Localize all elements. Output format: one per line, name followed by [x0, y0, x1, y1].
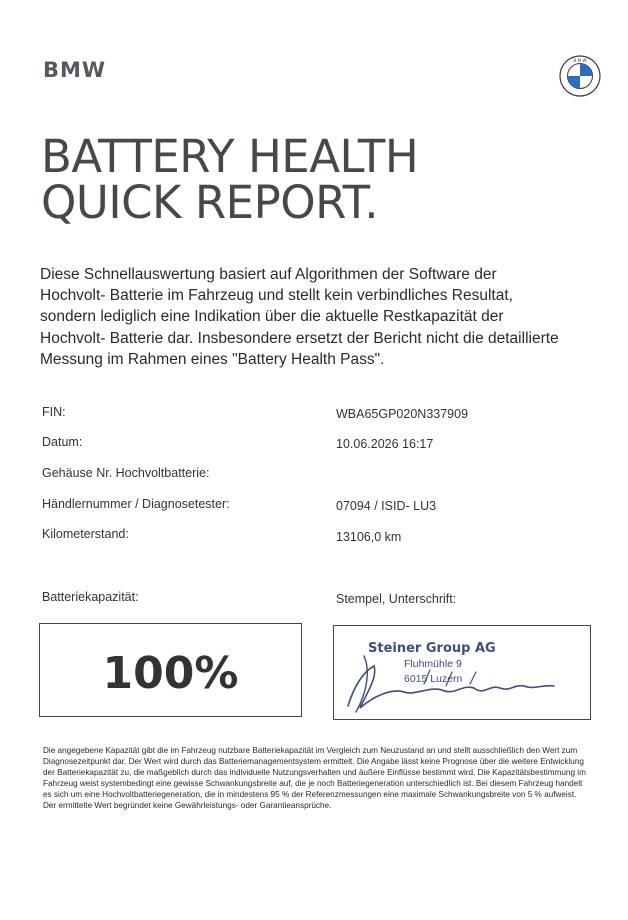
bmw-roundel-icon	[559, 55, 601, 97]
intro-paragraph: Diese Schnellauswertung basiert auf Algorithmen der Software der Hochvolt- Batterie im Fahrzeug und stellt kein verbindliches Resultat, sondern lediglich eine Indikation über die aktuelle Restkapazität der Hochvolt- Batterie dar. Insbesondere ersetzt der Bericht nicht die detaillierte Messung im Rahmen eines "Battery Health Pass".	[40, 266, 559, 368]
capacity-label: Batteriekapazität:	[42, 590, 139, 604]
km-value: 13106,0 km	[336, 530, 402, 544]
fin-value: WBA65GP020N337909	[336, 407, 469, 421]
stamp-city: 6015 Luzern	[404, 673, 463, 685]
disclaimer-text: Die angegebene Kapazität gibt die im Fahrzeug nutzbare Batteriekapazität im Vergleich zum Neuzustand an und stellt ausschließlich den Wert zum Diagnosezeitpunkt dar. Der Wert wird durch das Batteriemanagementsystem ermittelt. Die Angabe lässt keine Prognose über die weitere Entwicklung der Batteriekapazität zu, die maßgeblich durch das individuelle Nutzungsverhalten und äußere Einflüsse bestimmt wird. Die Kapazitätsbestimmung im Fahrzeug weist systembedingt eine gewisse Schwankungsbreite auf, die je noch Batteriegeneration unterschiedlich ist. Bei diesem Fahrzeug handelt es sich um eine Hochvoltbatteriegeneration, die in mindestens 95 % der Referenzmessungen eine maximale Schwankungsbreite von 5 % aufweist. Der ermittelte Wert begründet keine Gewährleistungs- oder Garantieansprüche.	[43, 746, 586, 811]
stamp-box	[333, 625, 591, 720]
report-title	[41, 130, 419, 229]
datum-value: 10.06.2026 16:17	[336, 437, 434, 451]
signature-scribble	[334, 626, 590, 719]
fin-label: FIN:	[42, 405, 66, 419]
stamp-company: Steiner Group AG	[368, 641, 496, 656]
stamp-street: Fluhmühle 9	[404, 658, 462, 670]
capacity-value: 100%	[102, 648, 239, 699]
haendler-label: Händlernummer / Diagnosetester:	[42, 497, 230, 511]
datum-label: Datum:	[42, 435, 83, 449]
capacity-box	[39, 623, 302, 717]
svg-text:B M W: B M W	[573, 58, 587, 63]
km-label: Kilometerstand:	[42, 527, 129, 541]
haendler-value: 07094 / ISID- LU3	[336, 499, 437, 513]
brand-wordmark: BMW	[43, 58, 107, 82]
title-line-1: BATTERY HEALTH	[41, 130, 419, 183]
stamp-label: Stempel, Unterschrift:	[336, 592, 457, 606]
gehaeuse-label: Gehäuse Nr. Hochvoltbatterie:	[42, 466, 210, 480]
title-line-2: QUICK REPORT.	[41, 176, 379, 229]
